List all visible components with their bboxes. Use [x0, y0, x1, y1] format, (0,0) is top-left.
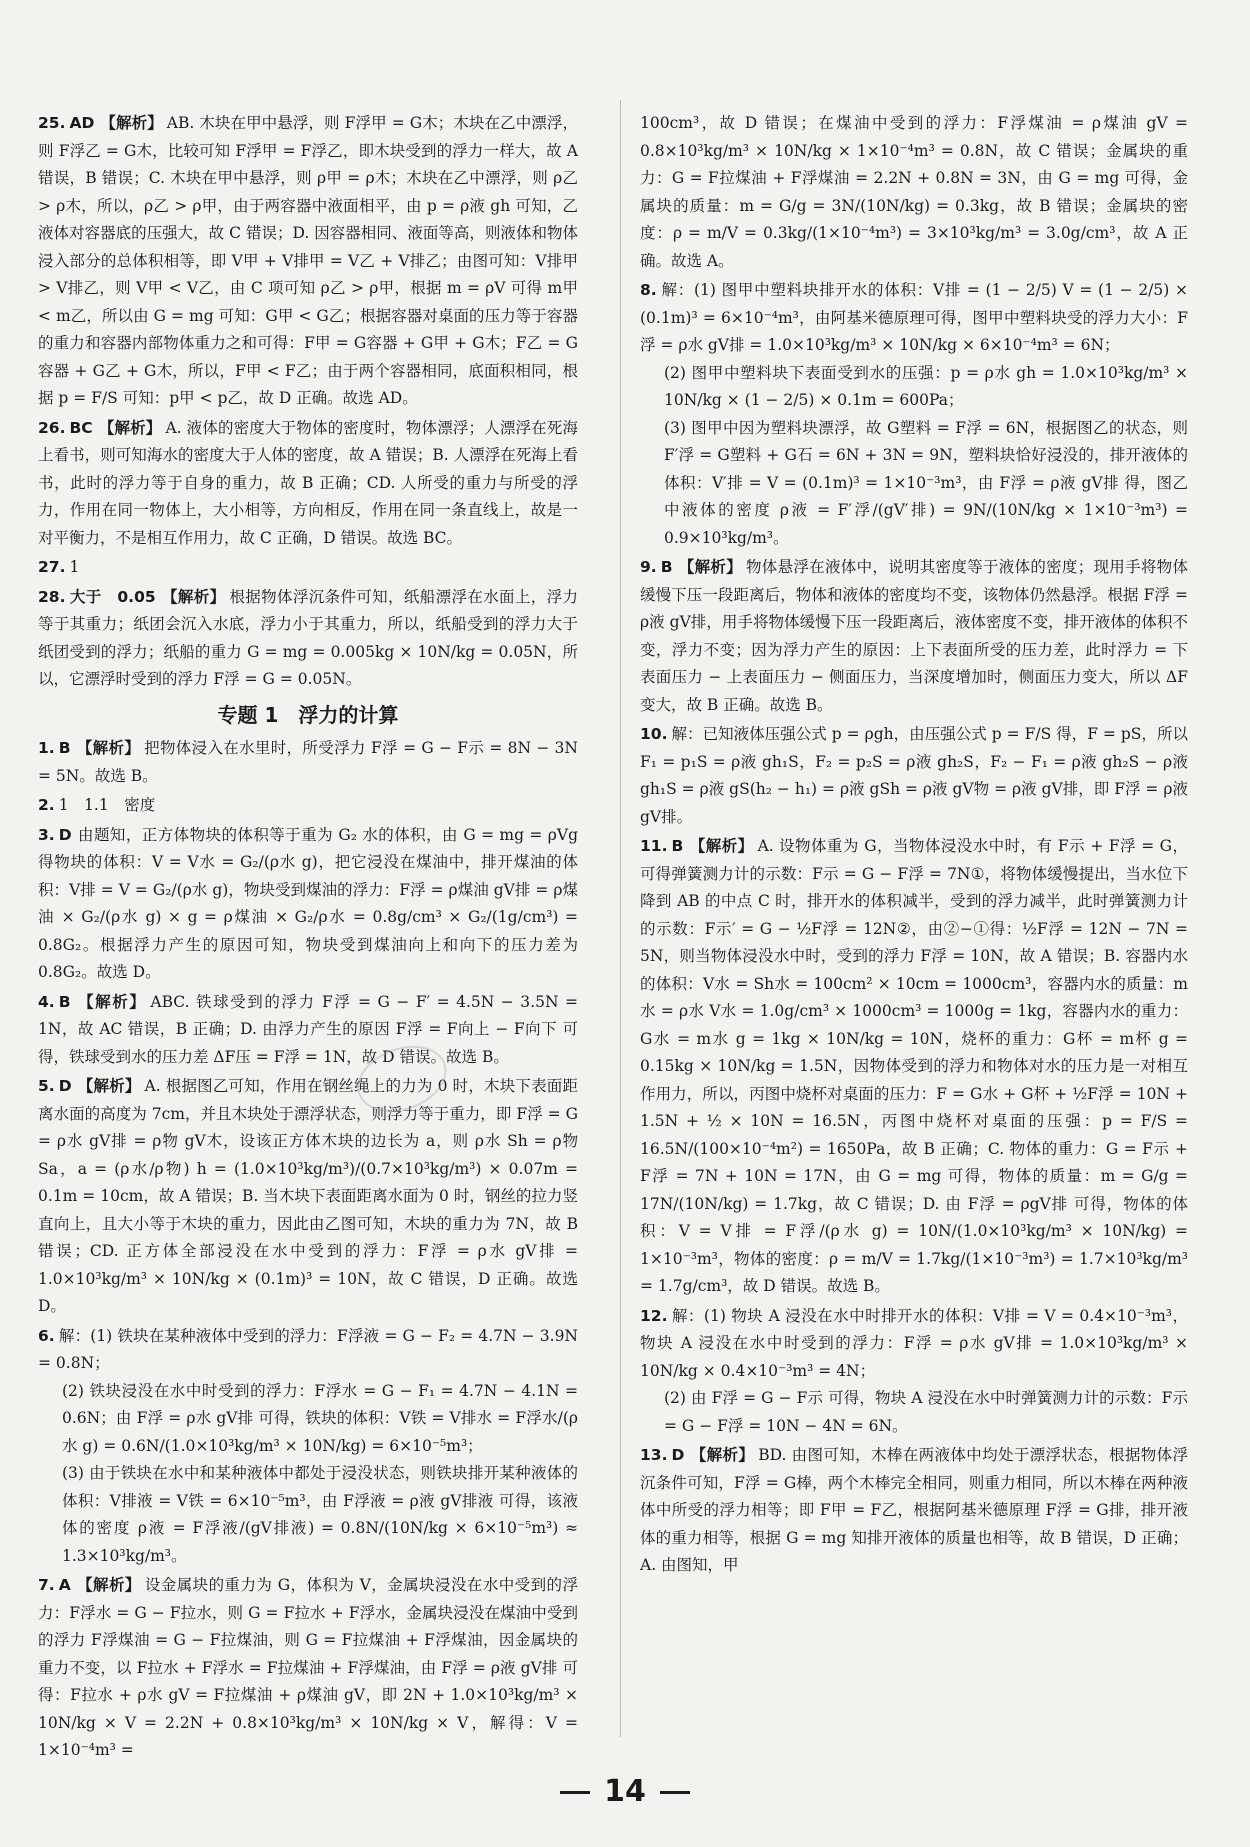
answer-25 [38, 110, 578, 413]
analysis-tag: 【解析】 [76, 992, 147, 1011]
item-number: 3. [38, 825, 55, 844]
answer-text: AB. 木块在甲中悬浮，则 F浮甲 = G木；木块在乙中漂浮，则 F浮乙 = G木，比较可知 F浮甲 = F浮乙，即木块受到的浮力一样大，故 A 错误，B 错误；C. 木块在甲中悬浮，则 ρ甲 = ρ木；木块在乙中漂浮，则 ρ乙 > ρ木，所以，ρ乙 > ρ甲，由于两容器中液面相平，由 p = ρ液 gh 可知，乙液体对容器底的压强大，故 C 错误；D. 因容器相同、液面等高，则液体和物体浸入部分的总体积相等，即 V甲 + V排甲 = V乙 + V排乙；由图可知：V排甲 > V排乙，则 V甲 < V乙，由 C 项可知 ρ乙 > ρ甲，根据 m = ρV 可得 m甲 < m乙，所以由 G = mg 可知：G甲 < G乙；根据容器对桌面的压力等于容器的重力和容器内部物体重力之和可得：F甲 = G容器 + G甲 + G木；F乙 = G容器 + G乙 + G木，所以，F甲 < F乙；由于两个容器相同，底面积相同，根据 p = F/S 可知：p甲 < p乙，故 D 正确。故选 AD。 [38, 114, 578, 407]
analysis-tag: 【解析】 [100, 114, 163, 132]
solution-lead: 解： [671, 725, 703, 743]
analysis-tag: 【解析】 [161, 587, 226, 606]
answer-choice: B [58, 739, 71, 757]
answer-s9 [640, 554, 1188, 719]
answer-28 [38, 584, 578, 694]
answer-s7-continued [640, 110, 1188, 275]
answer-s7 [38, 1572, 578, 1765]
answer-text: 把物体浸入在水里时，所受浮力 F浮 = G − F示 = 8N − 3N = 5N。故选 B。 [38, 739, 578, 785]
answer-choice: B [671, 837, 684, 855]
answer-text: 1 1.1 密度 [58, 796, 156, 814]
analysis-tag: 【解析】 [690, 1446, 755, 1464]
analysis-tag: 【解析】 [689, 837, 754, 855]
solution-lead: 解： [58, 1326, 91, 1345]
answer-choice: D [58, 1077, 72, 1095]
item-number: 6. [38, 1326, 55, 1345]
answer-s5 [38, 1073, 578, 1321]
item-number: 7. [38, 1576, 55, 1594]
item-number: 26. [38, 418, 66, 437]
answer-text: A. 设物体重为 G，当物体浸没水中时，有 F示 + F浮 = G，可得弹簧测力计的示数：F示 = G − F浮 = 7N①，将物体缓慢提出，当水位下降到 AB 的中点 C 时，排开水的体积减半，受到的浮力减半，此时弹簧测力计的示数：F示′ = G − ½F浮 = 12N②，由②−①得：½F浮 = 12N − 7N = 5N，则当物体浸没水中时，受到的浮力 F浮 = 10N，故 A 错误；B. 容器内水的体积：V水 = Sh水 = 100cm² × 10cm = 1000cm³，容器内水的质量：m水 = ρ水 V水 = 1.0g/cm³ × 1000cm³ = 1000g = 1kg，容器内水的重力：G水 = m水 g = 1kg × 10N/kg = 10N，烧杯的重力：G杯 = m杯 g = 0.15kg × 10N/kg = 1.5N，因物体受到的浮力和物体对水的压力是一对相互作用力，所以，丙图中烧杯对桌面的压力：F = G水 + G杯 + ½F浮 = 10N + 1.5N + ½ × 10N = 16.5N，丙图中烧杯对桌面的压强：p = F/S = 16.5N/(100×10⁻⁴m²) = 1650Pa，故 B 正确；C. 物体的重力：G = F示 + F浮 = 7N + 10N = 17N，由 G = mg 可得，物体的质量：m = G/g = 17N/(10N/kg) = 1.7kg，故 C 错误；D. 由 F浮 = ρgV排 可得，物体的体积：V = V排 = F浮/(ρ水 g) = 10N/(1.0×10³kg/m³ × 10N/kg) = 1×10⁻³m³，物体的密度：ρ = m/V = 1.7kg/(1×10⁻³m³) = 1.7×10³kg/m³ = 1.7g/cm³，故 D 错误。故选 B。 [640, 837, 1188, 1295]
answer-text: 已知液体压强公式 p = ρgh，由压强公式 p = F/S 得，F = pS，所以 F₁ = p₁S = ρ液 gh₁S，F₂ = p₂S = ρ液 gh₂S，F₂ − F₁ = ρ液 gh₂S − ρ液 gh₁S = ρ液 gS(h₂ − h₁) = ρ液 gSh = ρ液 gV物 = ρ液 gV排，即 F浮 = ρ液 gV排。 [640, 725, 1188, 826]
answer-26 [38, 415, 578, 553]
item-number: 28. [38, 587, 66, 606]
analysis-tag: 【解析】 [76, 1576, 141, 1594]
solution-part: (2) 图甲中塑料块下表面受到水的压强：p = ρ水 gh = 1.0×10³kg/m³ × 10N/kg × (1 − 2/5) × 0.1m = 600Pa； [664, 363, 1188, 409]
item-number: 25. [38, 114, 66, 132]
answer-choice: 大于 0.05 [69, 587, 156, 606]
solution-part: (1) 物块 A 浸没在水中时排开水的体积：V排 = V = 0.4×10⁻³m³，物块 A 浸没在水中时受到的浮力：F浮 = ρ水 gV排 = 1.0×10³kg/m³ × 10N/kg × 0.4×10⁻³m³ = 4N； [640, 1306, 1188, 1380]
answer-s10 [640, 721, 1188, 831]
solution-lead: 解： [671, 1306, 704, 1325]
answer-text: ABC. 铁球受到的浮力 F浮 = G − F′ = 4.5N − 3.5N = 1N，故 AC 错误，B 正确；D. 由浮力产生的原因 F浮 = F向上 − F向下 可得，铁球受到水的压力差 ΔF压 = F浮 = 1N，故 D 错误。故选 B。 [38, 992, 578, 1066]
answer-text: 物体悬浮在液体中，说明其密度等于液体的密度；现用手将物体缓慢下压一段距离后，物体和液体的密度均不变，该物体仍然悬浮。根据 F浮 = ρ液 gV排，用手将物体缓慢下压一段距离后，液体密度不变，排开液体的体积不变，浮力不变；因为浮力产生的原因：上下表面所受的压力差，此时浮力 = 下表面压力 − 上表面压力 − 侧面压力，当深度增加时，侧面压力变大，所以 ΔF 变大，故 B 正确。故选 B。 [640, 558, 1188, 714]
answer-s3 [38, 822, 578, 987]
right-column [640, 110, 1188, 1582]
analysis-tag: 【解析】 [678, 558, 742, 576]
answer-choice: BC [69, 418, 93, 437]
answer-text: BD. 由图可知，木棒在两液体中均处于漂浮状态，根据物体浮沉条件可知，F浮 = G棒，两个木棒完全相同，则重力相同，所以木棒在两种液体中所受的浮力相等；即 F甲 = F乙，根据阿基米德原理 F浮 = G排，排开液体的重力相等，根据 G = mg 知排开液体的质量也相等，故 B 错误，D 正确；A. 由图知，甲 [640, 1446, 1188, 1574]
item-number: 27. [38, 558, 66, 576]
left-column [38, 110, 578, 1767]
answer-choice: D [671, 1446, 685, 1464]
answer-choice: AD [69, 114, 95, 132]
item-number: 13. [640, 1446, 668, 1464]
column-divider [620, 100, 621, 1737]
answer-choice: B [58, 992, 71, 1011]
item-number: 4. [38, 992, 55, 1011]
item-number: 8. [640, 281, 657, 299]
item-number: 12. [640, 1306, 668, 1325]
analysis-tag: 【解析】 [77, 1077, 141, 1095]
dash-left [560, 1791, 590, 1794]
section-title: 专题 1 浮力的计算 [217, 702, 399, 727]
answer-text: 1 [69, 558, 80, 576]
solution-lead: 解： [660, 281, 694, 299]
solution-part: (3) 图甲中因为塑料块漂浮，故 G塑料 = F浮 = 6N，根据图乙的状态，则 F′浮 = G塑料 + G石 = 6N + 3N = 9N，塑料块恰好浸没的，排开液体的体积：V′排 = V = (0.1m)³ = 1×10⁻³m³，由 F浮 = ρ液 gV排 得，图乙中液体的密度 ρ液 = F′浮/(gV′排) = 9N/(10N/kg × 1×10⁻³m³) = 0.9×10³kg/m³。 [664, 418, 1188, 547]
answer-s13 [640, 1442, 1188, 1580]
answer-s6 [38, 1323, 578, 1571]
answer-text: A. 液体的密度大于物体的密度时，物体漂浮；人漂浮在死海上看书，则可知海水的密度大于人体的密度，故 A 错误；B. 人漂浮在死海上看书，此时的浮力等于自身的重力，故 B 正确；CD. 人所受的重力与所受的浮力，作用在同一物体上，大小相等，方向相反，作用在同一条直线上，故是一对平衡力，不是相互作用力，故 C 正确，D 错误。故选 BC。 [38, 418, 578, 547]
item-number: 2. [38, 796, 55, 814]
answer-text: 根据物体浮沉条件可知，纸船漂浮在水面上，浮力等于其重力；纸团会沉入水底，浮力小于其重力，所以，纸船受到的浮力大于纸团受到的浮力；纸船的重力 G = mg = 0.005kg × 10N/kg = 0.05N，所以，它漂浮时受到的浮力 F浮 = G = 0.05N。 [38, 587, 578, 688]
page-number-text: 14 [604, 1774, 646, 1809]
answer-27 [38, 554, 578, 582]
answer-s12 [640, 1303, 1188, 1441]
answer-s4 [38, 989, 578, 1072]
page-number [0, 1774, 1250, 1809]
solution-part: (2) 铁块浸没在水中时受到的浮力：F浮水 = G − F₁ = 4.7N − 4.1N = 0.6N；由 F浮 = ρ水 gV排 可得，铁块的体积：V铁 = V排水 = F浮水/(ρ水 g) = 0.6N/(1.0×10³kg/m³ × 10N/kg) = 6×10⁻⁵m³； [62, 1381, 578, 1455]
item-number: 5. [38, 1077, 55, 1095]
item-number: 10. [640, 725, 668, 743]
item-number: 11. [640, 837, 668, 855]
answer-choice: B [660, 558, 673, 576]
answer-text: 100cm³，故 D 错误；在煤油中受到的浮力：F浮煤油 = ρ煤油 gV = 0.8×10³kg/m³ × 10N/kg × 1×10⁻⁴m³ = 0.8N，故 C 错误；金属块的重力：G = F拉煤油 + F浮煤油 = 2.2N + 0.8N = 3N，由 G = mg 可得，金属块的质量：m = G/g = 3N/(10N/kg) = 0.3kg，故 B 错误；金属块的密度：ρ = m/V = 0.3kg/(1×10⁻⁴m³) = 3×10³kg/m³ = 3.0g/cm³，故 A 正确。故选 A。 [640, 114, 1188, 270]
answer-choice: D [58, 825, 72, 844]
answer-s11 [640, 833, 1188, 1301]
answer-s1 [38, 735, 578, 790]
solution-part: (1) 铁块在某种液体中受到的浮力：F浮液 = G − F₂ = 4.7N − 3.9N = 0.8N； [38, 1326, 578, 1372]
item-number: 9. [640, 558, 657, 576]
analysis-tag: 【解析】 [98, 418, 162, 437]
analysis-tag: 【解析】 [76, 739, 141, 757]
answer-text: 设金属块的重力为 G，体积为 V，金属块浸没在水中受到的浮力：F浮水 = G − F拉水，则 G = F拉水 + F浮水，金属块浸没在煤油中受到的浮力 F浮煤油 = G − F拉煤油，则 G = F拉煤油 + F浮煤油，因金属块的重力不变，以 F拉水 + F浮水 = F拉煤油 + F浮煤油，由 F浮 = ρ液 gV排 可得：F拉水 + ρ水 gV = F拉煤油 + ρ煤油 gV，即 2N + 1.0×10³kg/m³ × 10N/kg × V = 2.2N + 0.8×10³kg/m³ × 10N/kg × V，解得：V = 1×10⁻⁴m³ = [38, 1576, 578, 1759]
solution-part: (3) 由于铁块在水中和某种液体中都处于浸没状态，则铁块排开某种液体的体积：V排液 = V铁 = 6×10⁻⁵m³，由 F浮液 = ρ液 gV排液 可得，该液体的密度 ρ液 = F浮液/(gV排液) = 0.8N/(10N/kg × 6×10⁻⁵m³) ≈ 1.3×10³kg/m³。 [62, 1464, 578, 1565]
answer-text: A. 根据图乙可知，作用在钢丝绳上的力为 0 时，木块下表面距离水面的高度为 7cm，并且木块处于漂浮状态，则浮力等于重力，即 F浮 = G = ρ水 gV排 = ρ物 gV木，设该正方体木块的边长为 a，则 ρ水 Sh = ρ物 Sa，a = (ρ水/ρ物) h = (1.0×10³kg/m³)/(0.7×10³kg/m³) × 0.07m = 0.1m = 10cm，故 A 错误；B. 当木块下表面距离水面为 0 时，钢丝的拉力竖直向上，且大小等于木块的重力，因此由乙图可知，木块的重力为 7N，故 B 错误；CD. 正方体全部浸没在水中受到的浮力：F浮 = ρ水 gV排 = 1.0×10³kg/m³ × 10N/kg × (0.1m)³ = 10N，故 C 错误，D 正确。故选 D。 [38, 1077, 578, 1315]
answer-choice: A [58, 1576, 71, 1594]
dash-right [660, 1791, 690, 1794]
item-number: 1. [38, 739, 55, 757]
answer-text: 由题知，正方体物块的体积等于重为 G₂ 水的体积，由 G = mg = ρVg 得物块的体积：V = V水 = G₂/(ρ水 g)，把它浸没在煤油中，排开煤油的体积：V排 = V = G₂/(ρ水 g)，物块受到煤油的浮力：F浮 = ρ煤油 gV排 = ρ煤油 × G₂/(ρ水 g) × g = ρ煤油 × G₂/ρ水 = 0.8g/cm³ × G₂/(1g/cm³) = 0.8G₂。根据浮力产生的原因可知，物块受到煤油向上和向下的压力差为 0.8G₂。故选 D。 [38, 825, 578, 981]
answer-s2 [38, 792, 578, 820]
solution-part: (2) 由 F浮 = G − F示 可得，物块 A 浸没在水中时弹簧测力计的示数：F示 = G − F浮 = 10N − 4N = 6N。 [664, 1389, 1188, 1435]
answer-s8 [640, 277, 1188, 552]
solution-part: (1) 图甲中塑料块排开水的体积：V排 = (1 − 2/5) V = (1 − 2/5) × (0.1m)³ = 6×10⁻⁴m³，由阿基米德原理可得，图甲中塑料块受的浮力大小：F浮 = ρ水 gV排 = 1.0×10³kg/m³ × 10N/kg × 6×10⁻⁴m³ = 6N； [640, 281, 1188, 354]
